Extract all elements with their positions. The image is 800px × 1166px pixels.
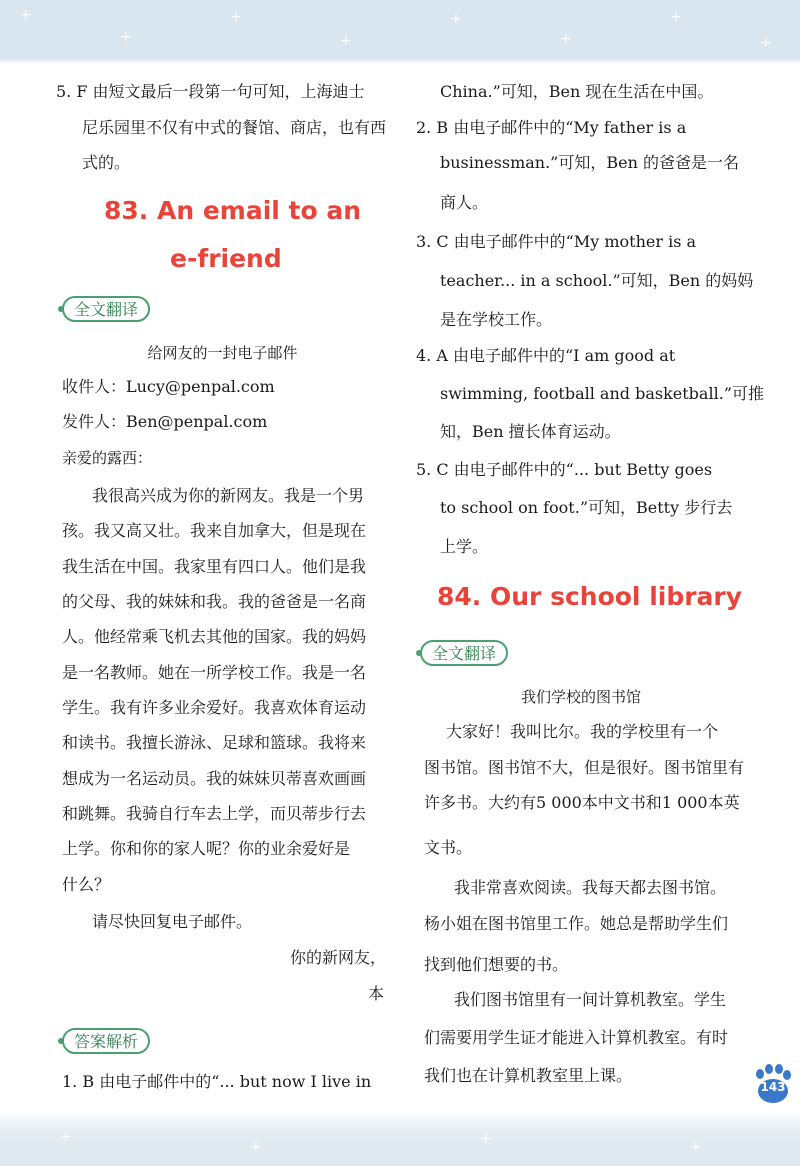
letter-body-line: 学生。我有许多业余爱好。我喜欢体育运动 bbox=[62, 698, 367, 717]
section-heading-84: 84. Our school library bbox=[437, 582, 743, 611]
bottom-decorative-band bbox=[0, 1110, 800, 1166]
tag-dot-icon bbox=[416, 650, 422, 656]
article-body-line: 我非常喜欢阅读。我每天都去图书馆。 bbox=[454, 878, 727, 897]
plus-icon: + bbox=[450, 11, 462, 27]
answer-line: 上学。 bbox=[440, 537, 489, 556]
letter-body-line: 我生活在中国。我家里有四口人。他们是我 bbox=[62, 557, 367, 576]
translation-tag: 全文翻译 bbox=[62, 296, 150, 322]
plus-icon: + bbox=[60, 1129, 72, 1145]
letter-body-line: 我很高兴成为你的新网友。我是一个男 bbox=[92, 486, 365, 505]
letter-signoff: 你的新网友， bbox=[289, 948, 386, 967]
answer-line: 知，Ben 擅长体育运动。 bbox=[440, 422, 621, 441]
answer-line: 1. B 由电子邮件中的“... but now I live in bbox=[62, 1072, 372, 1091]
letter-body-line: 什么？ bbox=[62, 875, 111, 894]
answer-line: 5. F 由短文最后一段第一句可知，上海迪士 bbox=[56, 82, 365, 101]
article-body-line: 们需要用学生证才能进入计算机教室。有时 bbox=[424, 1028, 729, 1047]
email-to: 收件人：Lucy@penpal.com bbox=[62, 377, 275, 396]
answer-line: teacher... in a school.”可知，Ben 的妈妈 bbox=[440, 271, 754, 290]
article-body-line: 我们也在计算机教室里上课。 bbox=[424, 1066, 633, 1085]
article-body-line: 图书馆。图书馆不大，但是很好。图书馆里有 bbox=[424, 758, 745, 777]
page-number: 143 bbox=[760, 1080, 786, 1094]
article-title: 我们学校的图书馆 bbox=[520, 688, 641, 706]
article-body-line: 大家好！我叫比尔。我的学校里有一个 bbox=[446, 722, 719, 741]
answer-line: 是在学校工作。 bbox=[440, 310, 553, 329]
tag-dot-icon bbox=[58, 1038, 64, 1044]
article-body-line: 许多书。大约有5 000本中文书和1 000本英 bbox=[424, 793, 740, 812]
answer-line: China.”可知，Ben 现在生活在中国。 bbox=[440, 82, 714, 101]
letter-body-line: 和读书。我擅长游泳、足球和篮球。我将来 bbox=[62, 733, 367, 752]
answer-line: 式的。 bbox=[82, 153, 131, 172]
answer-line: to school on foot.”可知，Betty 步行去 bbox=[440, 498, 733, 517]
letter-body-line: 的父母、我的妹妹和我。我的爸爸是一名商 bbox=[62, 592, 367, 611]
article-body-line: 找到他们想要的书。 bbox=[424, 955, 569, 974]
plus-icon: + bbox=[120, 29, 132, 45]
answer-line: 商人。 bbox=[440, 193, 489, 212]
plus-icon: + bbox=[690, 1139, 702, 1155]
translation-tag: 全文翻译 bbox=[420, 640, 508, 666]
section-heading-83: 83. An email to an bbox=[104, 196, 362, 225]
answer-tag: 答案解析 bbox=[62, 1028, 150, 1054]
answer-line: swimming, football and basketball.”可推 bbox=[440, 384, 764, 403]
letter-title: 给网友的一封电子邮件 bbox=[147, 344, 298, 362]
letter-body-line: 人。他经常乘飞机去其他的国家。我的妈妈 bbox=[62, 627, 367, 646]
article-body-line: 文书。 bbox=[424, 838, 473, 857]
plus-icon: + bbox=[340, 33, 352, 49]
answer-line: businessman.”可知，Ben 的爸爸是一名 bbox=[440, 153, 739, 172]
letter-body-line: 孩。我又高又壮。我来自加拿大，但是现在 bbox=[62, 521, 367, 540]
plus-icon: + bbox=[480, 1131, 492, 1147]
tag-dot-icon bbox=[58, 306, 64, 312]
letter-signature: 本 bbox=[368, 984, 385, 1003]
letter-body-line: 是一名教师。她在一所学校工作。我是一名 bbox=[62, 663, 367, 682]
answer-line: 3. C 由电子邮件中的“My mother is a bbox=[416, 232, 697, 251]
plus-icon: + bbox=[20, 7, 32, 23]
letter-closing: 请尽快回复电子邮件。 bbox=[92, 912, 253, 931]
article-body-line: 杨小姐在图书馆里工作。她总是帮助学生们 bbox=[424, 914, 729, 933]
article-body-line: 我们图书馆里有一间计算机教室。学生 bbox=[454, 990, 727, 1009]
greeting: 亲爱的露西： bbox=[62, 449, 153, 467]
answer-line: 4. A 由电子邮件中的“I am good at bbox=[416, 346, 676, 365]
letter-body-line: 和跳舞。我骑自行车去上学，而贝蒂步行去 bbox=[62, 804, 367, 823]
answer-line: 5. C 由电子邮件中的“... but Betty goes bbox=[416, 460, 713, 479]
section-heading-83-cont: e-friend bbox=[170, 244, 282, 273]
letter-body-line: 想成为一名运动员。我的妹妹贝蒂喜欢画画 bbox=[62, 769, 367, 788]
letter-body-line: 上学。你和你的家人呢？你的业余爱好是 bbox=[62, 839, 351, 858]
plus-icon: + bbox=[670, 9, 682, 25]
plus-icon: + bbox=[230, 9, 242, 25]
plus-icon: + bbox=[250, 1139, 262, 1155]
email-from: 发件人：Ben@penpal.com bbox=[62, 412, 268, 431]
answer-line: 尼乐园里不仅有中式的餐馆、商店，也有西 bbox=[82, 118, 387, 137]
plus-icon: + bbox=[760, 35, 772, 51]
answer-line: 2. B 由电子邮件中的“My father is a bbox=[416, 118, 687, 137]
plus-icon: + bbox=[560, 31, 572, 47]
